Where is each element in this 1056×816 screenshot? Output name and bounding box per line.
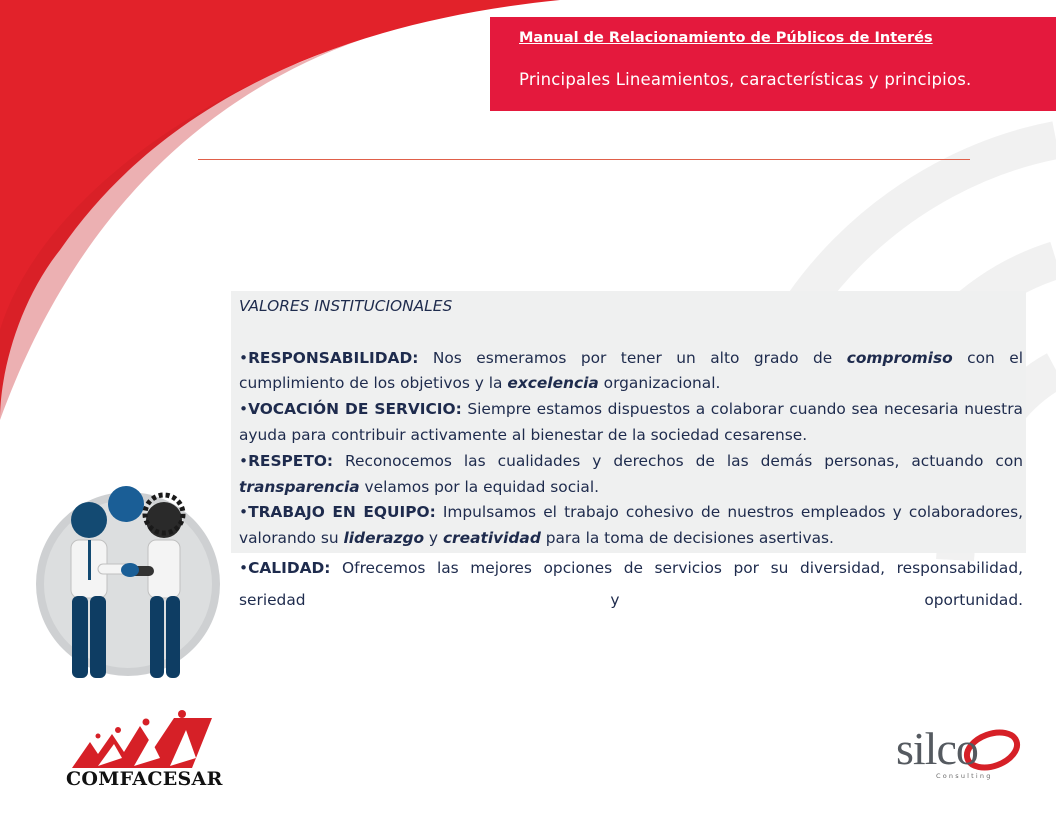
value-text: Reconocemos las cualidades y derechos de las demás personas, actuando con — [333, 451, 1023, 470]
value-text: Ofrecemos las mejores opciones de servicios por su diversidad, responsabilidad, seriedad y oportunidad. — [239, 558, 1023, 609]
value-text: Nos esmeramos por tener un alto grado de — [418, 348, 847, 367]
value-item-vocacion — [239, 397, 1023, 449]
value-text: y — [424, 529, 443, 548]
comfacesar-mark-icon — [62, 708, 222, 770]
comfacesar-wordmark: COMFACESAR — [66, 768, 223, 790]
bullet-icon: • — [239, 451, 249, 470]
bullet-icon: • — [239, 503, 249, 522]
document-subtitle: Principales Lineamientos, características y principios. — [519, 70, 972, 89]
document-title: Manual de Relacionamiento de Públicos de Interés — [519, 30, 933, 46]
value-text: organizacional. — [598, 374, 721, 393]
value-emphasis: liderazgo — [343, 529, 425, 548]
value-emphasis: transparencia — [239, 477, 360, 496]
divider-line — [198, 159, 970, 160]
comfacesar-logo — [62, 708, 222, 796]
handshake-illustration — [36, 484, 226, 694]
silco-wordmark: silco — [896, 723, 978, 774]
values-section — [239, 294, 1023, 616]
value-label: VOCACIÓN DE SERVICIO: — [248, 400, 462, 419]
value-emphasis: excelencia — [507, 374, 599, 393]
value-label: TRABAJO EN EQUIPO: — [248, 503, 436, 522]
value-emphasis: creatividad — [442, 529, 541, 548]
value-label: RESPETO: — [248, 451, 334, 470]
value-text: Impulsamos el trabajo cohesivo de nuestros empleados y colaboradores, valorando su — [239, 503, 1023, 548]
value-emphasis: compromiso — [846, 348, 953, 367]
value-item-responsabilidad — [239, 346, 1023, 398]
value-item-calidad — [239, 552, 1023, 616]
value-text: velamos por la equidad social. — [359, 477, 600, 496]
value-text: Siempre estamos dispuestos a colaborar cuando sea necesaria nuestra ayuda para contribuir activamente al bienestar de la sociedad cesarense. — [239, 400, 1023, 444]
value-text: para la toma de decisiones asertivas. — [540, 529, 834, 548]
values-heading: VALORES INSTITUCIONALES — [239, 297, 453, 315]
silco-tagline: Consulting — [936, 772, 993, 780]
bullet-icon: • — [239, 558, 249, 577]
value-label: RESPONSABILIDAD: — [248, 348, 419, 367]
value-text: con el cumplimiento de los objetivos y la — [239, 348, 1023, 393]
header-banner — [490, 17, 1056, 111]
bullet-icon: • — [239, 400, 249, 419]
silco-logo — [896, 720, 1026, 790]
value-item-trabajo-en-equipo — [239, 500, 1023, 552]
value-label: CALIDAD: — [248, 558, 331, 577]
bullet-icon: • — [239, 348, 249, 367]
value-item-respeto — [239, 449, 1023, 501]
